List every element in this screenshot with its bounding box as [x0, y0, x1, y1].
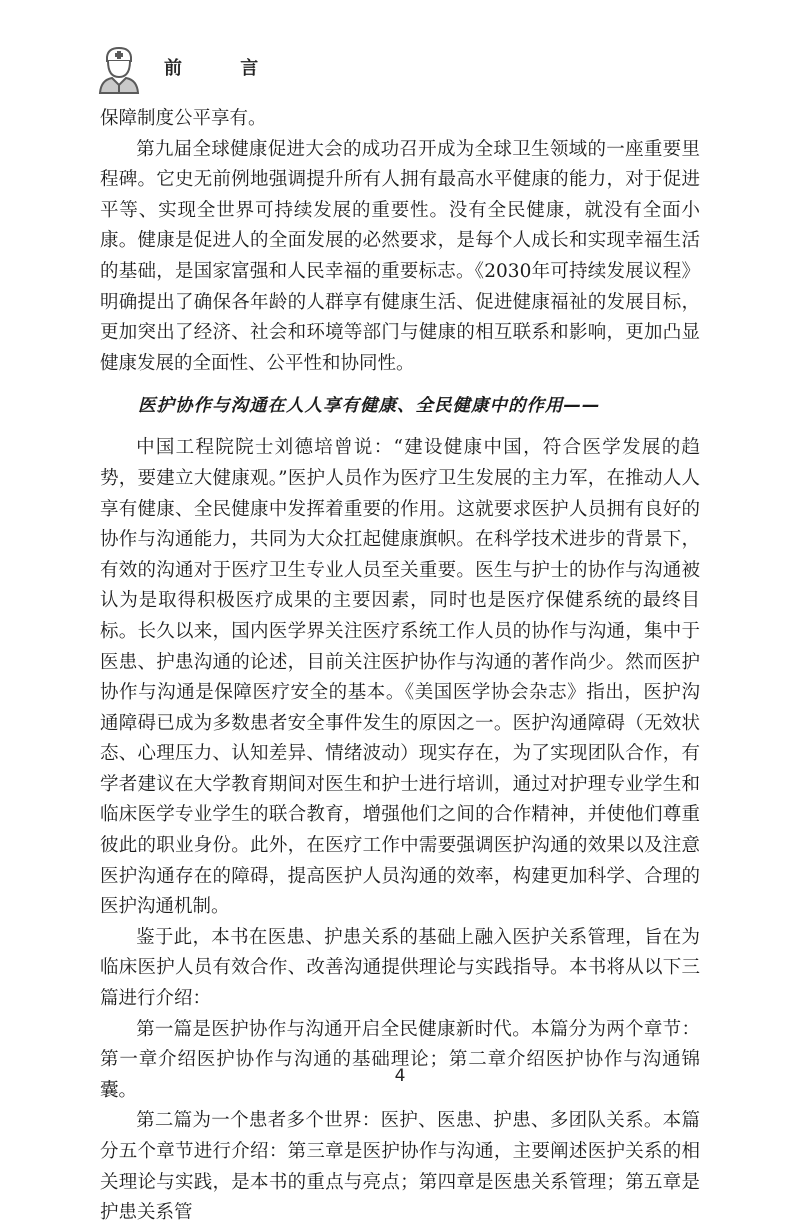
nurse-icon — [96, 45, 142, 95]
paragraph: 鉴于此，本书在医患、护患关系的基础上融入医护关系管理，旨在为临床医护人员有效合作、改善沟通提供理论与实践指导。本书将从以下三篇进行介绍： — [100, 926, 700, 1010]
page-number: 4 — [394, 1066, 406, 1086]
paragraph: 中国工程院院士刘德培曾说：“建设健康中国，符合医学发展的趋势，要建立大健康观。”医护人员作为医疗卫生发展的主力军，在推动人人享有健康、全民健康中发挥着重要的作用。这就要求医护人员拥有良好的协作与沟通能力，共同为大众扛起健康旗帜。在科学技术进步的背景下，有效的沟通对于医疗卫生专业人员至关重要。医生与护士的协作与沟通被认为是取得积极医疗成果的主要因素，同时也是医疗保健系统的最终目标。长久以来，国内医学界关注医疗系统工作人员的协作与沟通，集中于医患、护患沟通的论述，目前关注医护协作与沟通的著作尚少。然而医护协作与沟通是保障医疗安全的基本。《美国医学协会杂志》指出，医护沟通障碍已成为多数患者安全事件发生的原因之一。医护沟通障碍（无效状态、心理压力、认知差异、情绪波动）现实存在，为了实现团队合作，有学者建议在大学教育期间对医生和护士进行培训，通过对护理专业学生和临床医学专业学生的联合教育，增强他们之间的合作精神，并使他们尊重彼此的职业身份。此外，在医疗工作中需要强调医护沟通的效果以及注意医护沟通存在的障碍，提高医护人员沟通的效率，构建更加科学、合理的医护沟通机制。 — [100, 437, 700, 918]
paragraph: 保障制度公平享有。 — [100, 108, 267, 129]
page-body — [100, 104, 700, 1229]
running-header — [96, 40, 284, 100]
paragraph: 第九届全球健康促进大会的成功召开成为全球卫生领域的一座重要里程碑。它史无前例地强调提升所有人拥有最高水平健康的能力，对于促进平等、实现全世界可持续发展的重要性。没有全民健康，就没有全面小康。健康是促进人的全面发展的必然要求，是每个人成长和实现幸福生活的基础，是国家富强和人民幸福的重要标志。《2030年可持续发展议程》明确提出了确保各年龄的人群享有健康生活、促进健康福祉的发展目标，更加突出了经济、社会和环境等部门与健康的相互联系和影响，更加凸显健康发展的全面性、公平性和协同性。 — [100, 138, 700, 374]
section-heading: 医护协作与沟通在人人享有健康、全民健康中的作用—— — [138, 396, 601, 417]
paragraph: 第一篇是医护协作与沟通开启全民健康新时代。本篇分为两个章节：第一章介绍医护协作与沟通的基础理论；第二章介绍医护协作与沟通锦囊。 — [100, 1018, 700, 1101]
paragraph: 第二篇为一个患者多个世界：医护、医患、护患、多团队关系。本篇分五个章节进行介绍：第三章是医护协作与沟通，主要阐述医护关系的相关理论与实践，是本书的重点与亮点；第四章是医患关系管理；第五章是护患关系管 — [100, 1110, 700, 1224]
header-title: 前 言 — [164, 58, 285, 79]
